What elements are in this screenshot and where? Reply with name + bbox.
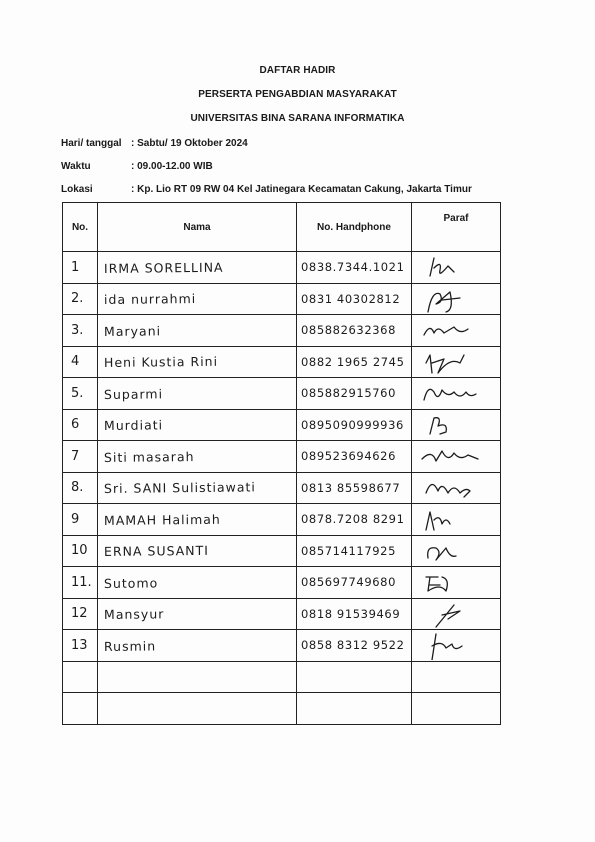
row-number: 9 xyxy=(71,511,80,527)
phone-cell xyxy=(297,315,412,347)
column-header-paraf: Paraf xyxy=(412,203,501,252)
row-number: 11. xyxy=(71,574,92,590)
table-row xyxy=(63,315,501,347)
location-label: Lokasi xyxy=(61,184,93,195)
table-row xyxy=(63,252,501,284)
phone-number: 0831 40302812 xyxy=(301,291,401,306)
phone-cell xyxy=(297,283,412,315)
attendance-rows xyxy=(63,252,501,725)
signature-scribble xyxy=(420,443,486,471)
signature-scribble xyxy=(420,254,486,282)
phone-number: 085882915760 xyxy=(301,386,396,401)
row-number-cell xyxy=(63,598,98,630)
signature-cell xyxy=(412,252,501,284)
signature-cell xyxy=(412,630,501,662)
name-cell xyxy=(98,472,297,504)
row-number: 7 xyxy=(71,448,80,464)
document-header xyxy=(0,64,595,136)
phone-cell xyxy=(297,346,412,378)
phone-cell xyxy=(297,535,412,567)
signature-scribble xyxy=(420,601,486,629)
table-row xyxy=(63,346,501,378)
signature-cell xyxy=(412,315,501,347)
signature-cell xyxy=(412,661,501,693)
row-number-cell xyxy=(63,409,98,441)
phone-cell xyxy=(297,567,412,599)
row-number: 6 xyxy=(71,417,80,433)
phone-number: 0895090999936 xyxy=(301,417,404,432)
table-row xyxy=(63,535,501,567)
document-subtitle: PERSERTA PENGABDIAN MASYARAKAT xyxy=(198,89,397,100)
participant-name: MAMAH Halimah xyxy=(103,511,221,528)
column-header-handphone: No. Handphone xyxy=(297,203,412,252)
participant-name: Murdiati xyxy=(103,417,164,434)
phone-cell xyxy=(297,409,412,441)
attendance-table xyxy=(62,202,501,725)
date-label: Hari/ tanggal xyxy=(61,138,122,149)
table-row xyxy=(63,409,501,441)
phone-cell xyxy=(297,504,412,536)
signature-cell xyxy=(412,535,501,567)
phone-number: 0878.7208 8291 xyxy=(301,512,405,527)
row-number-cell xyxy=(63,693,98,725)
phone-cell xyxy=(297,472,412,504)
row-number-cell xyxy=(63,378,98,410)
row-number-cell xyxy=(63,472,98,504)
table-row xyxy=(63,283,501,315)
row-number: 8. xyxy=(71,480,84,496)
column-header-nama: Nama xyxy=(98,203,297,252)
participant-name: Sri. SANI Sulistiawati xyxy=(103,479,256,497)
table-row xyxy=(63,630,501,662)
name-cell xyxy=(98,535,297,567)
row-number: 1 xyxy=(71,259,80,275)
time-value: : 09.00-12.00 WIB xyxy=(131,161,213,172)
column-header-no: No. xyxy=(63,203,98,252)
phone-number: 0858 8312 9522 xyxy=(301,638,405,653)
table-row xyxy=(63,378,501,410)
participant-name xyxy=(98,676,296,678)
phone-number: 0838.7344.1021 xyxy=(301,260,405,275)
table-row xyxy=(63,504,501,536)
name-cell xyxy=(98,346,297,378)
row-number-cell xyxy=(63,567,98,599)
participant-name: Maryani xyxy=(103,323,162,339)
signature-scribble xyxy=(420,538,486,566)
table-row xyxy=(63,441,501,473)
name-cell xyxy=(98,378,297,410)
time-label: Waktu xyxy=(61,161,91,172)
row-number: 5. xyxy=(71,385,84,401)
name-cell xyxy=(98,409,297,441)
row-number: 2. xyxy=(71,291,84,307)
row-number-cell xyxy=(63,252,98,284)
signature-cell xyxy=(412,283,501,315)
table-row xyxy=(63,693,501,725)
phone-number: 089523694626 xyxy=(301,449,396,464)
phone-cell xyxy=(297,630,412,662)
signature-cell xyxy=(412,693,501,725)
signature-cell xyxy=(412,504,501,536)
name-cell xyxy=(98,693,297,725)
name-cell xyxy=(98,630,297,662)
signature-scribble xyxy=(420,380,486,408)
signature-cell xyxy=(412,567,501,599)
phone-cell xyxy=(297,441,412,473)
table-row xyxy=(63,567,501,599)
participant-name: IRMA SORELLINA xyxy=(103,259,224,276)
signature-cell xyxy=(412,598,501,630)
phone-cell xyxy=(297,252,412,284)
participant-name: Suparmi xyxy=(103,386,164,402)
phone-cell xyxy=(297,661,412,693)
row-number-cell xyxy=(63,661,98,693)
signature-scribble xyxy=(420,569,486,597)
row-number: 4 xyxy=(71,354,80,370)
signature-cell xyxy=(412,378,501,410)
row-number-cell xyxy=(63,315,98,347)
row-number-cell xyxy=(63,535,98,567)
date-value: : Sabtu/ 19 Oktober 2024 xyxy=(131,138,248,149)
participant-name: ida nurrahmi xyxy=(103,291,197,308)
signature-scribble xyxy=(420,349,486,377)
participant-name: Siti masarah xyxy=(103,448,195,465)
signature-cell xyxy=(412,346,501,378)
signature-cell xyxy=(412,409,501,441)
row-number-cell xyxy=(63,346,98,378)
phone-cell xyxy=(297,598,412,630)
row-number-cell xyxy=(63,283,98,315)
row-number-cell xyxy=(63,630,98,662)
table-row xyxy=(63,472,501,504)
participant-name: Sutomo xyxy=(103,575,159,591)
location-value: : Kp. Lio RT 09 RW 04 Kel Jatinegara Kecamatan Cakung, Jakarta Timur xyxy=(131,184,472,195)
row-number: 10 xyxy=(71,543,88,559)
name-cell xyxy=(98,441,297,473)
table-header-row xyxy=(63,203,501,252)
signature-cell xyxy=(412,472,501,504)
phone-number: 0818 91539469 xyxy=(301,606,401,621)
signature-scribble xyxy=(420,286,486,314)
row-number: 13 xyxy=(71,637,88,653)
participant-name: Heni Kustia Rini xyxy=(103,354,219,371)
phone-number: 085882632368 xyxy=(301,323,396,338)
table-row xyxy=(63,598,501,630)
name-cell xyxy=(98,567,297,599)
phone-cell xyxy=(297,693,412,725)
document-title: DAFTAR HADIR xyxy=(259,65,336,76)
name-cell xyxy=(98,315,297,347)
phone-number: 085714117925 xyxy=(301,543,396,558)
participant-name: ERNA SUSANTI xyxy=(103,543,210,560)
signature-cell xyxy=(412,441,501,473)
name-cell xyxy=(98,504,297,536)
signature-scribble xyxy=(420,412,486,440)
signature-scribble xyxy=(420,475,486,503)
signature-scribble xyxy=(420,632,486,660)
name-cell xyxy=(98,283,297,315)
signature-scribble xyxy=(420,317,486,345)
signature-scribble xyxy=(420,506,486,534)
name-cell xyxy=(98,661,297,693)
phone-number: 0882 1965 2745 xyxy=(301,354,405,369)
row-number-cell xyxy=(63,441,98,473)
phone-cell xyxy=(297,378,412,410)
participant-name: Rusmin xyxy=(103,638,157,654)
phone-number: 0813 85598677 xyxy=(301,480,401,495)
row-number: 3. xyxy=(71,322,84,338)
institution-name: UNIVERSITAS BINA SARANA INFORMATIKA xyxy=(190,113,405,124)
name-cell xyxy=(98,252,297,284)
participant-name xyxy=(98,707,296,709)
participant-name: Mansyur xyxy=(103,606,165,623)
phone-number: 085697749680 xyxy=(301,575,396,590)
row-number: 12 xyxy=(71,606,88,622)
table-row xyxy=(63,661,501,693)
name-cell xyxy=(98,598,297,630)
row-number-cell xyxy=(63,504,98,536)
